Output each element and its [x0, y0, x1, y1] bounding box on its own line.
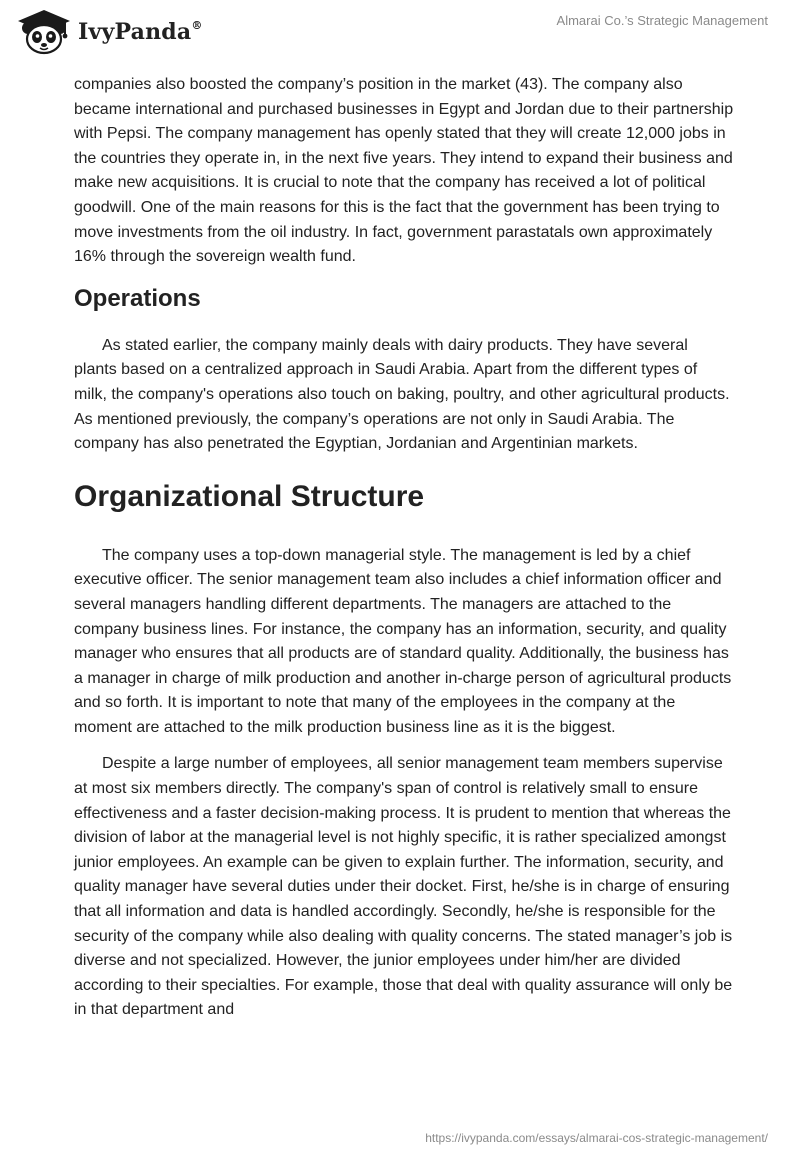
logo-wordmark: IvyPanda® — [78, 18, 203, 45]
page-header — [0, 0, 800, 70]
source-url[interactable]: https://ivypanda.com/essays/almarai-cos-strategic-management/ — [425, 1131, 768, 1145]
essay-content — [74, 73, 734, 1023]
intro-paragraph: companies also boosted the company’s position in the market (43). The company also became international and purchased businesses in Egypt and Jordan due to their partnership with Pepsi. The company management has openly stated that they will create 12,000 jobs in the countries they operate in, in the next five years. They intend to expand their business and make new acquisitions. It is crucial to note that the company has received a lot of political goodwill. One of the main reasons for this is the fact that the government has been trying to move investments from the oil industry. In fact, government parastatals own approximately 16% through the sovereign wealth fund. — [74, 76, 734, 266]
document-title: Almarai Co.’s Strategic Management — [556, 13, 768, 28]
org-structure-heading: Organizational Structure — [74, 479, 425, 513]
ivypanda-logo[interactable] — [16, 8, 203, 56]
panda-graduate-icon — [16, 8, 72, 56]
org-structure-paragraph-1: The company uses a top-down managerial style. The management is led by a chief executive officer. The senior management team also includes a chief information officer and several managers handling different departments. The managers are attached to the company business lines. For instance, the company has an information, security, and quality manager who ensures that all products are of standard quality. Additionally, the business has a manager in charge of milk production and another in-charge person of agricultural products and so forth. It is important to note that many of the employees in the company at the moment are attached to the milk production business line as it is the biggest. — [74, 546, 732, 736]
operations-heading: Operations — [74, 284, 201, 312]
operations-paragraph: As stated earlier, the company mainly deals with dairy products. They have several plants based on a centralized approach in Saudi Arabia. Apart from the different types of milk, the company's operations also touch on baking, poultry, and other agricultural products. As mentioned previously, the company’s operations are not only in Saudi Arabia. The company has also penetrated the Egyptian, Jordanian and Argentinian markets. — [74, 336, 730, 453]
org-structure-paragraph-2: Despite a large number of employees, all senior management team members supervise at most six members directly. The company's span of control is relatively small to ensure effectiveness and a faster decision-making process. It is prudent to mention that whereas the division of labor at the managerial level is not highly specific, it is rather specialized amongst junior employees. An example can be given to explain further. The information, security, and quality manager have several duties under their docket. First, he/she is in charge of ensuring that all information and data is handled accordingly. Secondly, he/she is responsible for the security of the company while also dealing with quality concerns. The stated manager’s job is diverse and not specialized. However, the junior employees under him/her are divided according to their specialties. For example, those that deal with quality assurance will only be in that department and — [74, 755, 733, 1019]
